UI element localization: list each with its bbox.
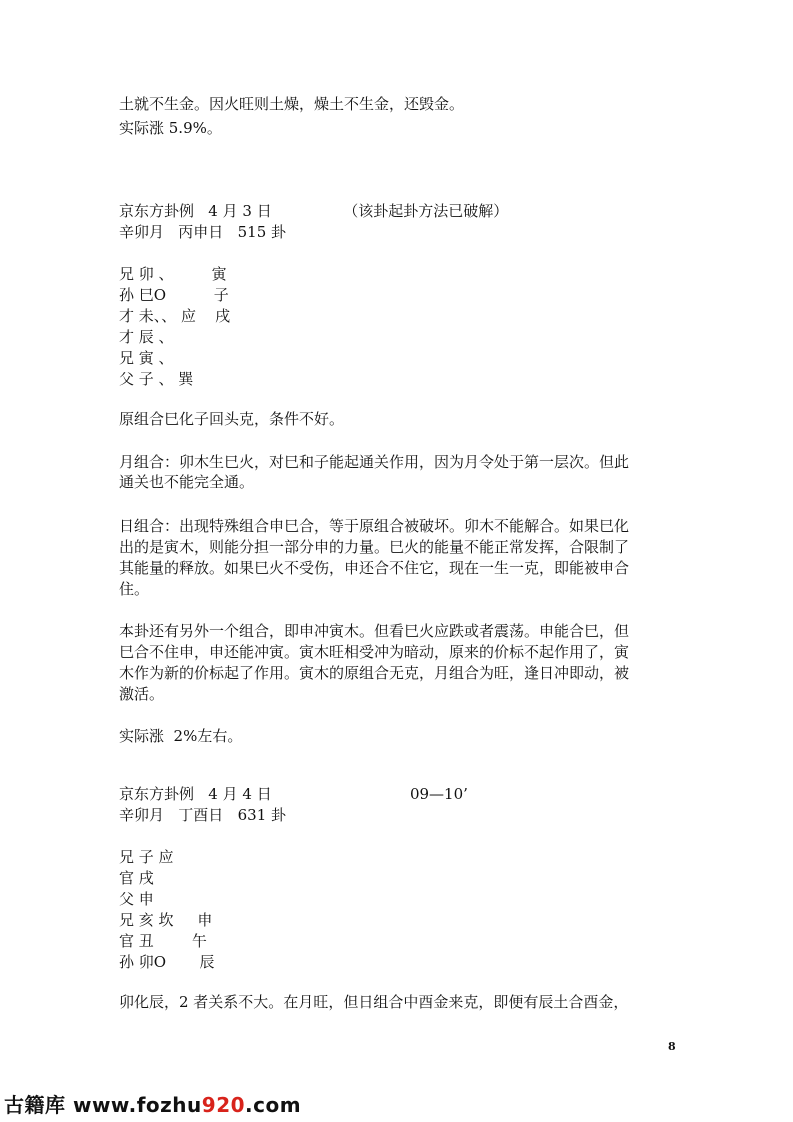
text-line: 其能量的释放。如果巳火不受伤，申还合不住它，现在一生一克，即能被申合 <box>119 559 630 577</box>
text-line: 原组合巳化子回头克，条件不好。 <box>119 410 345 428</box>
text-line: 出的是寅木，则能分担一部分申的力量。巳火的能量不能正常发挥，合限制了 <box>119 538 630 556</box>
text-line: 辛卯月 丁酉日 631 卦 <box>119 806 287 824</box>
text-line: 激活。 <box>119 685 165 703</box>
hexagram-line: 才 辰 、 <box>119 328 174 346</box>
watermark-number: 920 <box>201 1093 246 1117</box>
page-number: 8 <box>668 1040 676 1053</box>
hexagram-line: 父 子 、 巽 <box>119 370 194 388</box>
hexagram-line: 兄 子 应 <box>119 848 174 866</box>
text-line: 月组合：卯木生巳火，对巳和子能起通关作用，因为月令处于第一层次。但此 <box>119 453 630 471</box>
text-line: 土就不生金。因火旺则土燥，燥土不生金，还毁金。 <box>119 95 465 113</box>
hexagram-line: 孙 巳O 子 <box>119 286 229 304</box>
hexagram-line: 兄 亥 坎 申 <box>119 911 213 929</box>
watermark-prefix: 古籍库 www.fozhu <box>4 1093 202 1117</box>
hexagram-line: 父 申 <box>119 890 154 908</box>
text-line: 实际涨 2%左右。 <box>119 727 243 745</box>
text-line: 卯化辰，2 者关系不大。在月旺，但日组合中酉金来克，即便有辰土合酉金， <box>119 993 629 1011</box>
hexagram-line: 才 未、、 应 戌 <box>119 307 231 325</box>
watermark-suffix: .com <box>245 1093 302 1117</box>
text-line: 日组合：出现特殊组合申巳合，等于原组合被破坏。卯木不能解合。如果巳化 <box>119 517 630 535</box>
hexagram-line: 孙 卯O 辰 <box>119 953 215 971</box>
section-heading: 京东方卦例 4 月 4 日 09—10’ <box>119 785 468 803</box>
text-line: 辛卯月 丙申日 515 卦 <box>119 223 287 241</box>
text-line: 本卦还有另外一个组合，即申冲寅木。但看巳火应跌或者震荡。申能合巳，但 <box>119 622 630 640</box>
hexagram-line: 官 丑 午 <box>119 932 207 950</box>
text-line: 巳合不住申，申还能冲寅。寅木旺相受冲为暗动，原来的价标不起作用了，寅 <box>119 643 630 661</box>
hexagram-line: 兄 卯 、 寅 <box>119 265 227 283</box>
text-line: 木作为新的价标起了作用。寅木的原组合无克，月组合为旺，逢日冲即动，被 <box>119 664 630 682</box>
section-heading: 京东方卦例 4 月 3 日 （该卦起卦方法已破解） <box>119 202 509 220</box>
site-watermark <box>4 1089 301 1118</box>
text-line: 住。 <box>119 580 150 598</box>
hexagram-line: 兄 寅 、 <box>119 349 174 367</box>
text-line: 实际涨 5.9%。 <box>119 119 222 137</box>
text-line: 通关也不能完全通。 <box>119 473 255 491</box>
hexagram-line: 官 戌 <box>119 869 154 887</box>
